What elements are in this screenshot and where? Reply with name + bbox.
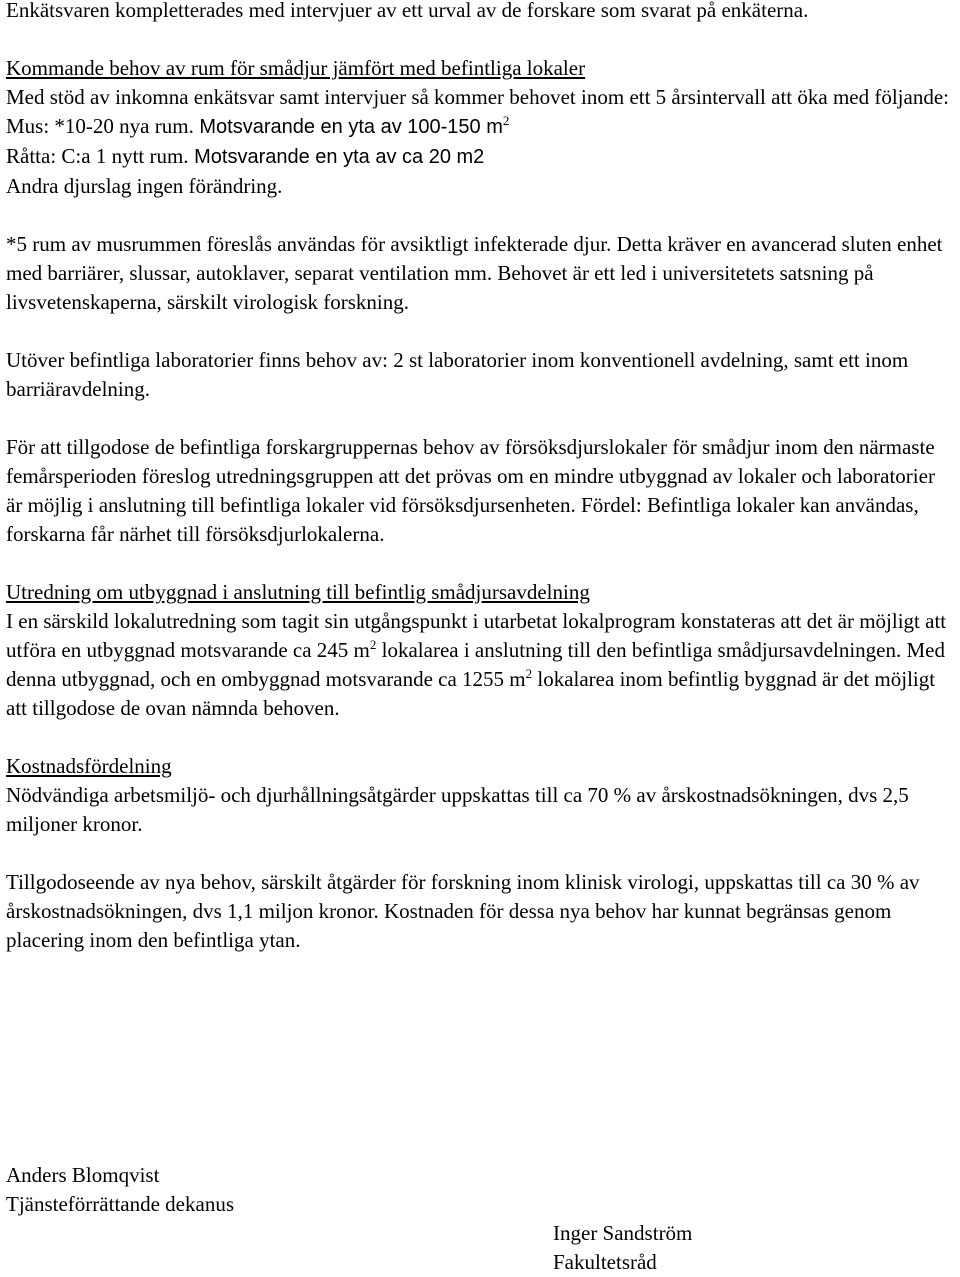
- mus-superscript: 2: [502, 113, 510, 128]
- expansion-superscript-1: 2: [369, 637, 377, 652]
- signature-right: [553, 1219, 692, 1277]
- expansion-text-3: lokalarea inom befintlig byggnad är det möjligt att tillgodose de ovan nämnda behoven.: [6, 667, 936, 720]
- costs-paragraph-1: Nödvändiga arbetsmiljö- och djurhållningsåtgärder uppskattas till ca 70 % av årskostnadsökningen, dvs 2,5 miljoner kronor.: [6, 783, 909, 836]
- expansion-paragraph: [6, 607, 956, 723]
- labs-paragraph: Utöver befintliga laboratorier finns behov av: 2 st laboratorier inom konventionell avdelning, samt ett inom barriäravdelning.: [6, 348, 909, 401]
- signature-left-name: Anders Blomqvist: [6, 1163, 160, 1187]
- proposal-paragraph: För att tillgodose de befintliga forskargruppernas behov av försöksdjurslokaler för smådjur inom den närmaste femårsperioden föreslog utredningsgruppen att det prövas om en mindre utbyggnad av lokaler och laboratorier är möjlig i anslutning till befintliga lokaler vid försöksdjursenheten. Fördel: Befintliga lokaler kan användas, forskarna får närhet till försöksdjurlokalerna.: [6, 435, 935, 546]
- signature-left: [6, 1161, 234, 1219]
- other-animals-line: Andra djurslag ingen förändring.: [6, 174, 283, 198]
- needs-lead: Med stöd av inkomna enkätsvar samt intervjuer så kommer behovet inom ett 5 årsintervall att öka med följande:: [6, 85, 949, 109]
- signature-right-name: Inger Sandström: [553, 1221, 693, 1245]
- needs-heading: Kommande behov av rum för smådjur jämfört med befintliga lokaler: [6, 56, 586, 80]
- ratta-prefix: Råtta: C:a 1 nytt rum.: [6, 144, 189, 168]
- expansion-text-2: lokalarea i anslutning till den befintliga smådjursavdelningen. Med denna utbyggnad, och en ombyggnad motsvarande ca 1255 m: [6, 638, 946, 691]
- infection-note: *5 rum av musrummen föreslås användas för avsiktligt infekterade djur. Detta kräver en avancerad sluten enhet med barriärer, slussar, autoklaver, separat ventilation mm. Behovet är ett led i universitetets satsning på livsvetenskaperna, särskilt virologisk forskning.: [6, 232, 943, 314]
- signature-left-title: Tjänsteförrättande dekanus: [6, 1192, 234, 1216]
- document-body: [6, 0, 956, 955]
- ratta-suffix: Motsvarande en yta av ca 20 m2: [188, 146, 485, 168]
- signature-right-title: Fakultetsråd: [553, 1250, 657, 1274]
- expansion-text-1: I en särskild lokalutredning som tagit sin utgångspunkt i utarbetat lokalprogram konstateras att det är möjligt att utföra en utbyggnad motsvarande ca 245 m: [6, 609, 947, 662]
- costs-heading: Kostnadsfördelning: [6, 754, 172, 778]
- costs-paragraph-2: Tillgodoseende av nya behov, särskilt åtgärder för forskning inom klinisk virologi, uppskattas till ca 30 % av årskostnadsökningen, dvs 1,1 miljon kronor. Kostnaden för dessa nya behov har kunnat begränsas genom placering inom den befintliga ytan.: [6, 870, 920, 952]
- mus-line: [6, 112, 956, 142]
- expansion-heading: Utredning om utbyggnad i anslutning till befintlig smådjursavdelning: [6, 580, 590, 604]
- mus-prefix: Mus: *10-20 nya rum.: [6, 114, 194, 138]
- intro-paragraph: Enkätsvaren kompletterades med intervjuer av ett urval av de forskare som svarat på enkäterna.: [6, 0, 809, 22]
- ratta-line: [6, 142, 956, 172]
- expansion-superscript-2: 2: [525, 666, 533, 681]
- mus-suffix: Motsvarande en yta av 100-150 m: [193, 116, 503, 138]
